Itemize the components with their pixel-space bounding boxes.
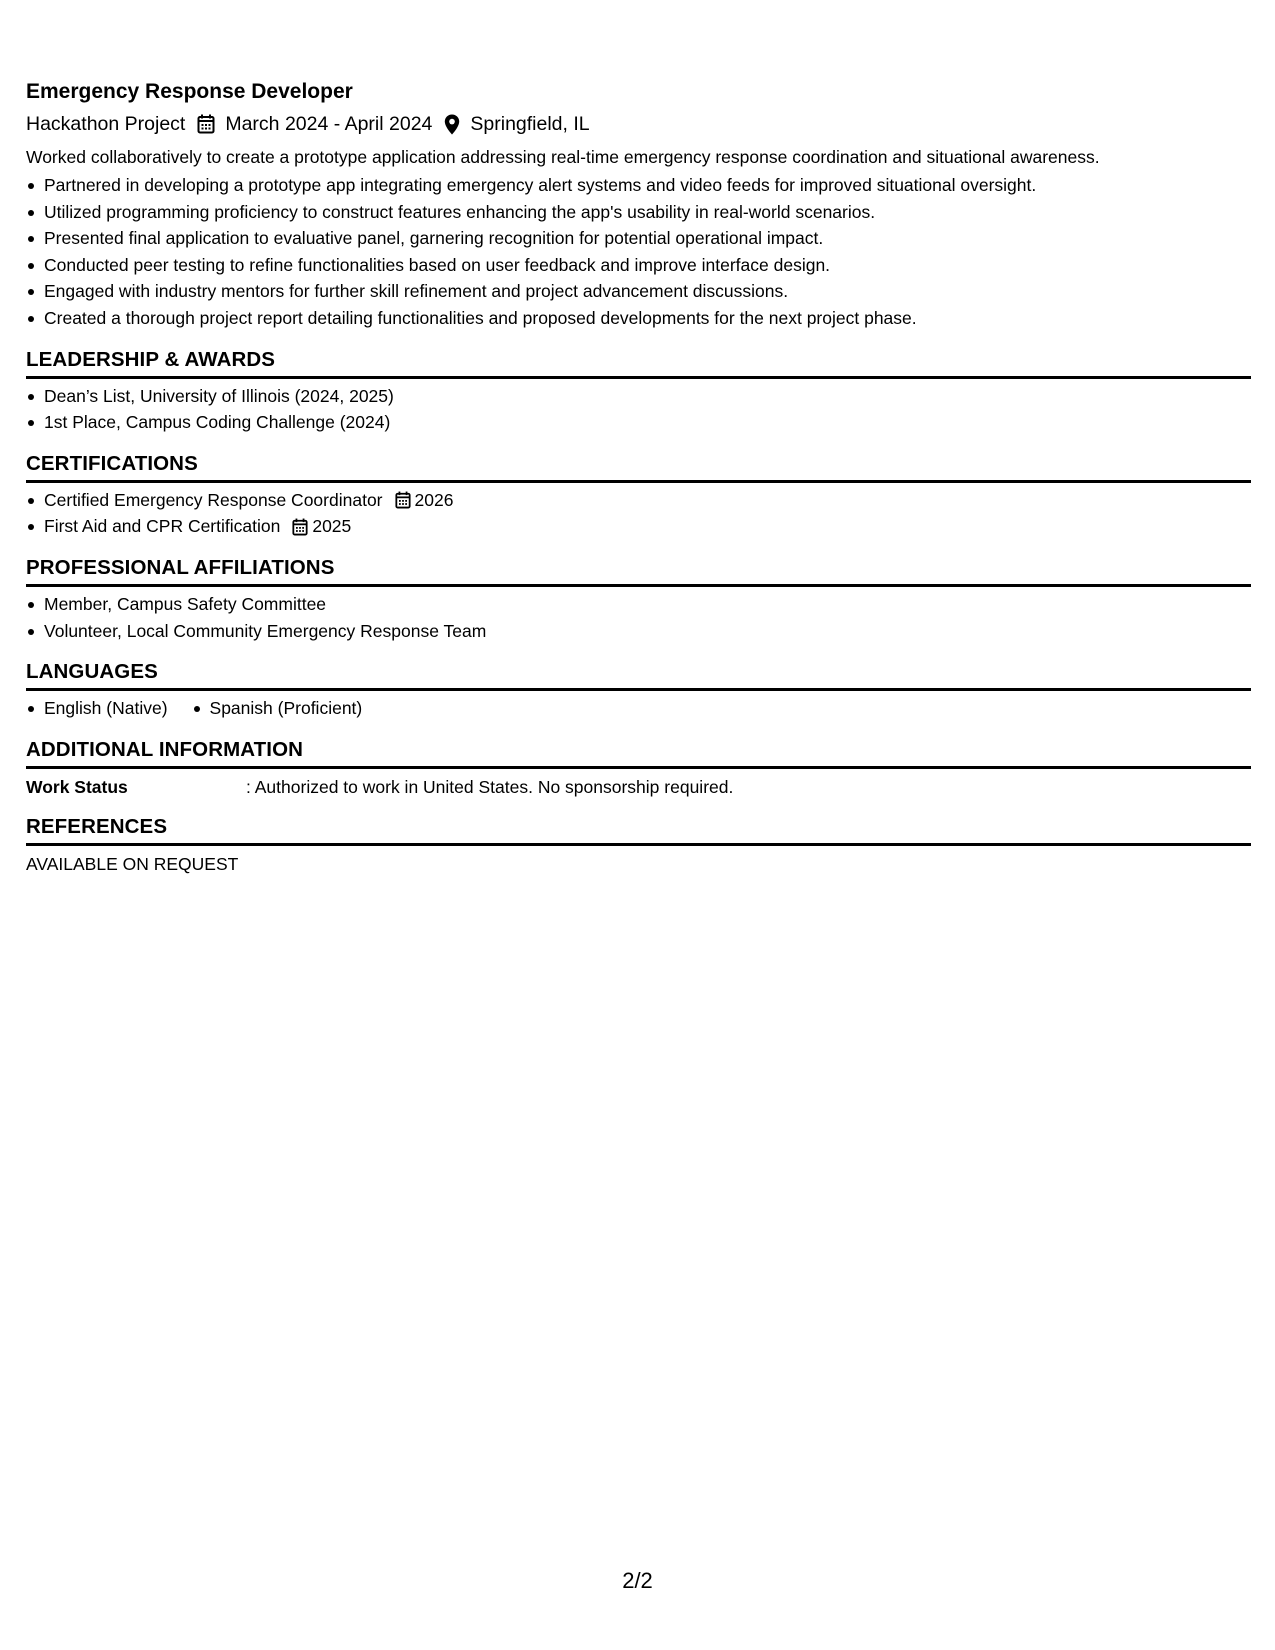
- list-item: Member, Campus Safety Committee: [26, 591, 1251, 618]
- page-number: 2/2: [622, 1568, 653, 1593]
- section-references: [26, 813, 1251, 876]
- section-additional-information: [26, 736, 1251, 799]
- work-status-value: : Authorized to work in United States. No sponsorship required.: [246, 776, 734, 797]
- work-status-row: [26, 775, 1251, 799]
- list-item: [26, 487, 1251, 514]
- section-heading: PROFESSIONAL AFFILIATIONS: [26, 554, 1251, 587]
- project-description: Worked collaboratively to create a prototype application addressing real-time emergency response coordination and situational awareness.: [26, 147, 1100, 167]
- certification-year: 2026: [414, 489, 454, 510]
- certification-name: First Aid and CPR Certification: [44, 516, 281, 537]
- calendar-icon: [395, 491, 411, 509]
- list-item: 1st Place, Campus Coding Challenge (2024): [26, 409, 1251, 436]
- list-item: [26, 513, 1251, 540]
- location-pin-icon: [444, 114, 460, 135]
- leadership-list: [26, 383, 1251, 436]
- certification-name: Certified Emergency Response Coordinator: [44, 489, 383, 510]
- list-item: Utilized programming proficiency to construct features enhancing the app's usability in real-world scenarios.: [26, 199, 1251, 226]
- work-status-label: Work Status: [26, 776, 128, 797]
- section-heading: LEADERSHIP & AWARDS: [26, 346, 1251, 379]
- section-certifications: [26, 450, 1251, 540]
- project-bullet-list: [26, 172, 1251, 332]
- certification-year: 2025: [312, 516, 352, 537]
- calendar-icon: [197, 114, 215, 134]
- section-heading: LANGUAGES: [26, 658, 1251, 691]
- list-item: Dean’s List, University of Illinois (2024, 2025): [26, 383, 1251, 410]
- certifications-list: [26, 487, 1251, 540]
- list-item: Spanish (Proficient): [192, 695, 363, 722]
- section-professional-affiliations: [26, 554, 1251, 644]
- section-leadership-awards: [26, 346, 1251, 436]
- list-item: English (Native): [26, 695, 168, 722]
- languages-list: [26, 695, 1251, 722]
- list-item: Engaged with industry mentors for further skill refinement and project advancement discussions.: [26, 278, 1251, 305]
- affiliations-list: [26, 591, 1251, 644]
- list-item: Presented final application to evaluative panel, garnering recognition for potential operational impact.: [26, 225, 1251, 252]
- project-location: Springfield, IL: [470, 113, 590, 135]
- references-text: AVAILABLE ON REQUEST: [26, 853, 239, 874]
- project-meta: [26, 110, 1251, 138]
- section-heading: REFERENCES: [26, 813, 1251, 846]
- list-item: Volunteer, Local Community Emergency Response Team: [26, 618, 1251, 645]
- project-dates: March 2024 - April 2024: [225, 113, 433, 135]
- section-heading: ADDITIONAL INFORMATION: [26, 736, 1251, 769]
- section-languages: [26, 658, 1251, 722]
- list-item: Conducted peer testing to refine functionalities based on user feedback and improve interface design.: [26, 252, 1251, 279]
- project-title: Emergency Response Developer: [26, 80, 353, 103]
- calendar-icon: [292, 518, 308, 536]
- project-entry: [26, 78, 1251, 332]
- project-organization: Hackathon Project: [26, 113, 186, 135]
- resume-page: [26, 78, 1251, 876]
- section-heading: CERTIFICATIONS: [26, 450, 1251, 483]
- list-item: Partnered in developing a prototype app integrating emergency alert systems and video feeds for improved situational oversight.: [26, 172, 1251, 199]
- list-item: Created a thorough project report detailing functionalities and proposed developments for the next project phase.: [26, 305, 1251, 332]
